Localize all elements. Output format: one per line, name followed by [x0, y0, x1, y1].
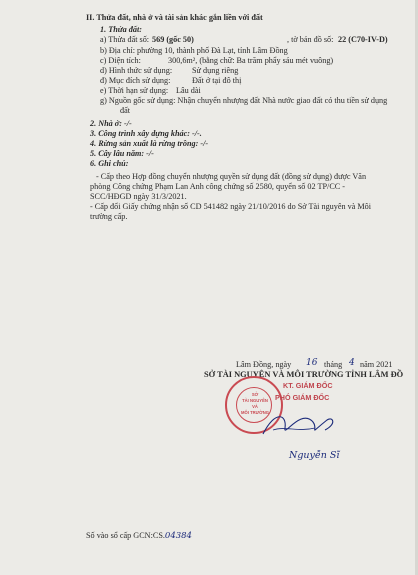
note-line: - Cấp đổi Giấy chứng nhận số CD 541482 ngày 21/10/2016 do Sở Tài nguyên và Môi [90, 202, 372, 211]
land-address: b) Địa chỉ: phường 10, thành phố Đà Lạt, tỉnh Lâm Đồng [100, 46, 288, 55]
term-value: Lâu dài [176, 86, 201, 95]
land-origin-line1: g) Nguồn gốc sử dụng: Nhận chuyển nhượng đất Nhà nước giao đất có thu tiền sử dụng [100, 96, 388, 105]
area-label: c) Diện tích: [100, 56, 141, 65]
date-year: năm 2021 [360, 360, 393, 369]
area-value: 300,6m², (bằng chữ: Ba trăm phẩy sáu mét vuông) [168, 56, 334, 65]
signer-kt: KT. GIÁM ĐỐC [283, 381, 333, 390]
note-line: - Cấp theo Hợp đồng chuyển nhượng quyền sử dụng đất (đồng sử dụng) được Văn [96, 172, 367, 181]
seal-text: MÔI TRƯỜNG [241, 410, 269, 415]
item-house: 2. Nhà ở: -/- [90, 119, 132, 128]
land-use-form-line [100, 66, 239, 76]
use-form-label: d) Hình thức sử dụng: [100, 66, 173, 75]
note-line: trường cấp. [90, 212, 128, 221]
section-title: II. Thửa đất, nhà ở và tài sản khác gắn liền với đất [86, 13, 263, 22]
land-origin-line2: đất [120, 106, 131, 115]
signer-name: Nguyễn Sĩ [289, 450, 340, 461]
land-heading: 1. Thửa đất: [100, 25, 142, 34]
registry-label: Số vào sổ cấp GCN:CS. [86, 531, 165, 540]
seal-text: VÀ [252, 404, 258, 409]
date-day: 16 [306, 358, 318, 368]
note-line: SCC/HĐGD ngày 31/3/2021. [90, 192, 187, 201]
purpose-value: Đất ở tại đô thị [192, 76, 242, 85]
signer-title: PHÓ GIÁM ĐỐC [275, 393, 330, 402]
land-area-line [100, 56, 334, 66]
map-sheet-label: , tờ bản đồ số: [287, 35, 334, 44]
term-label: e) Thời hạn sử dụng: [100, 86, 169, 95]
use-form-value: Sử dụng riêng [192, 66, 239, 75]
purpose-label: đ) Mục đích sử dụng: [100, 76, 171, 85]
item-notes-heading: 6. Ghi chú: [90, 159, 129, 168]
issue-date [236, 358, 393, 370]
date-month: 4 [349, 358, 355, 368]
note-line: phòng Công chứng Phạm Lan Anh công chứng số 2580, quyển số 02 TP/CC - [90, 182, 346, 191]
parcel-label: a) Thửa đất số: [100, 35, 150, 44]
land-term-line [100, 86, 201, 96]
parcel-value: 569 (gốc 50) [152, 35, 194, 44]
registry-line [86, 531, 192, 541]
item-forest: 4. Rừng sản xuất là rừng trồng: -/- [90, 139, 209, 148]
seal-text: SỞ [251, 392, 259, 397]
signature-scribble [255, 400, 345, 450]
land-parcel-line [100, 35, 388, 45]
date-month-label: tháng [324, 360, 343, 369]
registry-number: 04384 [164, 531, 192, 541]
map-sheet-value: 22 (C70-IV-D) [338, 35, 388, 44]
item-perennial: 5. Cây lâu năm: -/- [90, 149, 154, 158]
item-other-works: 3. Công trình xây dựng khác: -/-. [90, 129, 202, 138]
seal-text: TÀI NGUYÊN [242, 398, 268, 403]
land-purpose-line [100, 76, 242, 86]
issuing-authority: SỞ TÀI NGUYÊN VÀ MÔI TRƯỜNG TỈNH LÂM ĐỒ [204, 370, 404, 379]
date-prefix: Lâm Đồng, ngày [236, 360, 292, 369]
